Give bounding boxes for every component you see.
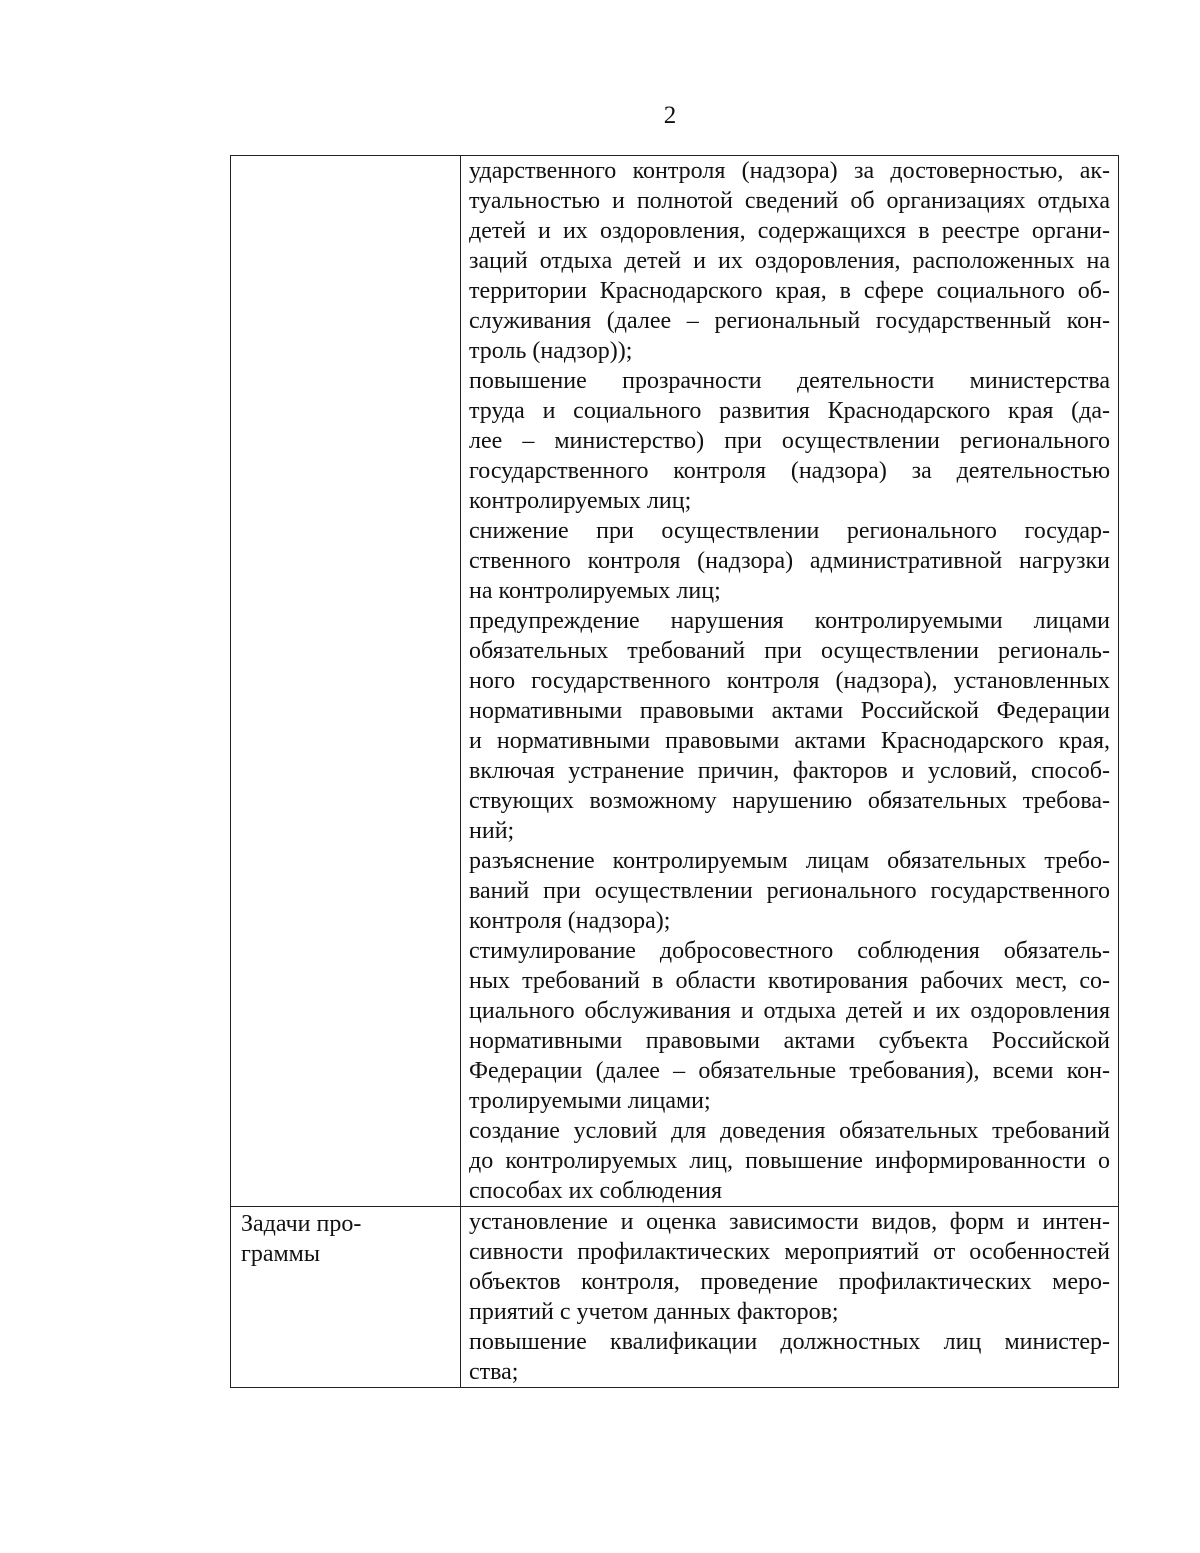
content-line: нормативными правовыми актами Российской Федерации	[469, 698, 1110, 724]
table-row	[231, 1207, 1119, 1388]
content-line: государственного контроля (надзора) за деятельностью	[469, 458, 1110, 484]
content-line: приятий с учетом данных факторов;	[469, 1299, 839, 1325]
content-line: контролируемых лиц;	[469, 488, 692, 514]
content-line: до контролируемых лиц, повышение информированности о	[469, 1148, 1110, 1174]
row-label-line: Задачи про-	[241, 1211, 362, 1237]
content-line: снижение при осуществлении регионального государ-	[469, 518, 1110, 544]
content-line: лее – министерство) при осуществлении регионального	[469, 428, 1110, 454]
row-label-line: граммы	[241, 1241, 320, 1267]
row-content-cell	[461, 156, 1119, 1207]
content-line: повышение квалификации должностных лиц министер-	[469, 1329, 1110, 1355]
content-line: троль (надзор));	[469, 338, 633, 364]
program-table	[230, 155, 1119, 1388]
program-table-body	[231, 156, 1119, 1388]
content-line: циального обслуживания и отдыха детей и их оздоровления	[469, 998, 1110, 1024]
content-line: Федерации (далее – обязательные требования), всеми кон-	[469, 1058, 1110, 1084]
content-line: заций отдыха детей и их оздоровления, расположенных на	[469, 248, 1110, 274]
content-line: территории Краснодарского края, в сфере социального об-	[469, 278, 1110, 304]
content-line: тролируемыми лицами;	[469, 1088, 711, 1114]
content-line: труда и социального развития Краснодарского края (да-	[469, 398, 1110, 424]
content-line: ний;	[469, 818, 515, 844]
content-line: ных требований в области квотирования рабочих мест, со-	[469, 968, 1110, 994]
table-row	[231, 156, 1119, 1207]
content-line: установление и оценка зависимости видов, форм и интен-	[469, 1209, 1110, 1235]
content-line: предупреждение нарушения контролируемыми лицами	[469, 608, 1110, 634]
content-line: ственного контроля (надзора) административной нагрузки	[469, 548, 1110, 574]
content-line: разъяснение контролируемым лицам обязательных требо-	[469, 848, 1110, 874]
content-line: повышение прозрачности деятельности министерства	[469, 368, 1110, 394]
content-line: ства;	[469, 1359, 519, 1385]
content-line: объектов контроля, проведение профилактических меро-	[469, 1269, 1110, 1295]
content-line: и нормативными правовыми актами Краснодарского края,	[469, 728, 1110, 754]
content-line: обязательных требований при осуществлении региональ-	[469, 638, 1110, 664]
content-line: сивности профилактических мероприятий от особенностей	[469, 1239, 1110, 1265]
content-line: создание условий для доведения обязательных требований	[469, 1118, 1110, 1144]
row-content-cell	[461, 1207, 1119, 1388]
content-line: способах их соблюдения	[469, 1178, 722, 1204]
content-line: ваний при осуществлении регионального государственного	[469, 878, 1110, 904]
content-line: ударственного контроля (надзора) за достоверностью, ак-	[469, 158, 1110, 184]
content-line: детей и их оздоровления, содержащихся в реестре органи-	[469, 218, 1110, 244]
row-label-cell	[231, 156, 461, 1207]
content-line: нормативными правовыми актами субъекта Российской	[469, 1028, 1110, 1054]
content-line: стимулирование добросовестного соблюдения обязатель-	[469, 938, 1110, 964]
content-line: туальностью и полнотой сведений об организациях отдыха	[469, 188, 1110, 214]
content-line: служивания (далее – региональный государственный кон-	[469, 308, 1110, 334]
content-line: ствующих возможному нарушению обязательных требова-	[469, 788, 1110, 814]
content-line: включая устранение причин, факторов и условий, способ-	[469, 758, 1110, 784]
content-line: контроля (надзора);	[469, 908, 671, 934]
content-line: ного государственного контроля (надзора), установленных	[469, 668, 1110, 694]
row-label-cell	[231, 1207, 461, 1388]
content-line: на контролируемых лиц;	[469, 578, 721, 604]
page-number: 2	[663, 102, 677, 129]
